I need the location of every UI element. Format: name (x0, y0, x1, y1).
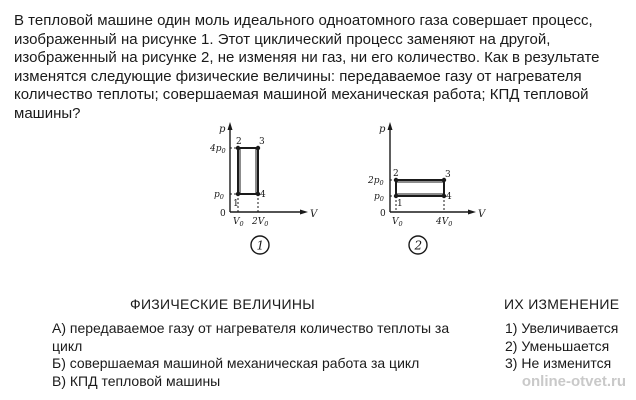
point-label-3: 3 (259, 137, 265, 147)
v-tick-2v0: $2V_0$ (252, 217, 269, 228)
problem-text: В тепловой машине один моль идеального одноатомного газа совершает процесс, изображенный на рисунке 1. Этот циклический процесс заменяют на другой, изображенный на рисунке 2, не изменяя ни газ, ни его количество. Как в результате изменятся следующие физические величины: передаваемое газу от нагревателя количество теплоты; совершаемая машиной механическая работа; КПД тепловой машины? (14, 12, 600, 122)
figure-number: 1 (256, 238, 265, 253)
p-axis-label: p (219, 124, 226, 135)
point-label-3: 3 (445, 170, 451, 180)
point-label-2: 2 (236, 137, 242, 147)
quantities-header: ФИЗИЧЕСКИЕ ВЕЛИЧИНЫ (130, 296, 315, 312)
changes-list (505, 320, 618, 373)
change-item-3: 3) Не изменится (505, 355, 612, 371)
v-axis-label: V (310, 209, 318, 220)
p-axis-label: p (379, 124, 386, 135)
p-tick-p0: $p_0$ (214, 190, 224, 201)
point-label-1: 1 (397, 199, 403, 209)
quantity-item-b: Б) совершаемая машиной механическая работа за цикл (52, 355, 420, 371)
watermark: online-otvet.ru (521, 373, 626, 390)
change-item-2: 2) Уменьшается (505, 337, 610, 354)
changes-header: ИХ ИЗМЕНЕНИЕ (504, 296, 620, 312)
p-tick-4p0: $4p_0$ (210, 144, 226, 155)
figure-2 (360, 120, 490, 260)
point-label-2: 2 (393, 169, 399, 179)
p-tick-2p0: $2p_0$ (368, 176, 384, 187)
point-label-4: 4 (260, 190, 266, 200)
p-tick-p0: $p_0$ (374, 192, 384, 203)
figure-1 (200, 120, 330, 260)
point-label-4: 4 (446, 192, 452, 202)
v-tick-v0: $V_0$ (233, 217, 244, 228)
v-axis-label: V (478, 209, 486, 220)
v-tick-4v0: $4V_0$ (436, 217, 453, 228)
v-tick-v0: $V_0$ (392, 217, 403, 228)
change-item-1: 1) Увеличивается (505, 320, 619, 336)
origin-label: 0 (380, 209, 386, 219)
origin-label: 0 (220, 209, 226, 219)
quantity-item-a: А) передаваемое газу от нагревателя количество теплоты за цикл (52, 320, 450, 354)
point-label-1: 1 (233, 199, 239, 209)
quantities-list (30, 320, 460, 390)
quantity-item-c: В) КПД тепловой машины (52, 372, 221, 389)
figure-number: 2 (414, 238, 423, 253)
